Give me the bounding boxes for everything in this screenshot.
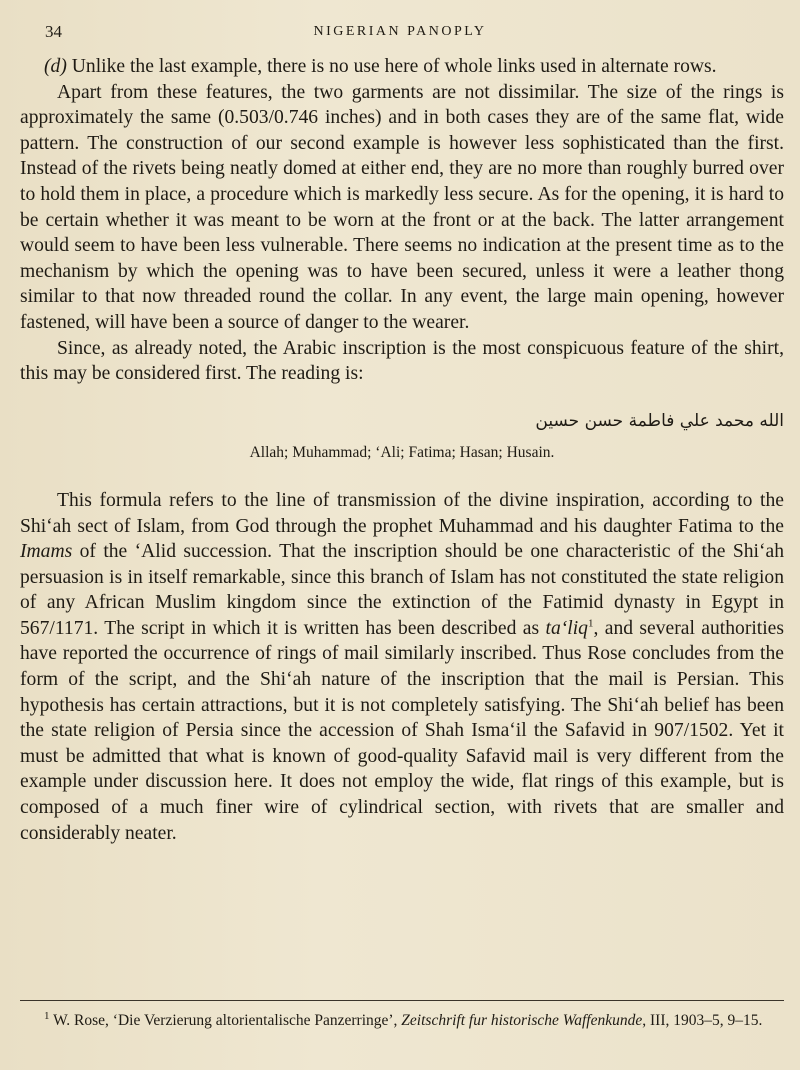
- body-text: [20, 54, 784, 846]
- footnote-text: [20, 1010, 780, 1032]
- list-item-text: Unlike the last example, there is no use here of whole links used in alternate rows.: [71, 56, 717, 77]
- paragraph-3-part-1: This formula refers to the line of transmission of the divine inspiration, according to the Shi‘ah sect of Islam, from God through the prophet Muhammad and his daughter Fatima to the: [20, 489, 784, 537]
- footnote-rule: [20, 1000, 784, 1001]
- page-header: [20, 22, 780, 46]
- running-title: NIGERIAN PANOPLY: [313, 24, 487, 39]
- list-item-d: [20, 54, 784, 80]
- paragraph-1: Apart from these features, the two garments are not dissimilar. The size of the rings is approximately the same (0.503/0.746 inches) and in both cases they are of the same flat, wide pattern. The construction of our second example is however less sophisticated than the first. Instead of the rivets being neatly domed at either end, they are no more than roughly burred over to hold them in place, a procedure which is markedly less secure. As for the opening, it is hard to be certain whether it was meant to be worn at the front or at the back. The latter arrangement would seem to have been less vulnerable. There seems no indication at the present time as to the mechanism by which the opening was to have been secured, unless it were a leather thong similar to that now threaded round the collar. In any event, the large main opening, however fastened, will have been a source of danger to the wearer.: [20, 81, 784, 333]
- footnote-journal-title: Zeitschrift fur historische Waffenkunde: [401, 1012, 643, 1029]
- paragraph-3: [20, 488, 784, 846]
- footnote-number: 1: [44, 1009, 50, 1022]
- footnote-text-part-1: W. Rose, ‘Die Verzierung altorientalische Panzerringe’,: [49, 1012, 402, 1029]
- footnote-text-part-2: , III, 1903–5, 9–15.: [642, 1012, 763, 1029]
- footnote-reference: 1: [587, 617, 594, 630]
- paragraph-2: Since, as already noted, the Arabic inscription is the most conspicuous feature of the shirt, this may be considered first. The reading is:: [20, 337, 784, 385]
- paragraph-3-italic-taliq: ta‘liq: [545, 617, 588, 639]
- page-number: 34: [45, 22, 62, 41]
- paragraph-3-italic-imams: Imams: [20, 541, 73, 563]
- paragraph-3-part-2: of the ‘Alid succession. That the inscription should be one characteristic of the Shi‘ah persuasion is in itself remarkable, since this branch of Islam has not constituted the state religion of any African Muslim kingdom since the extinction of the Fatimid dynasty in Egypt in 567/1171. The script in which it is written has been described as: [20, 541, 784, 639]
- footnote: [20, 1010, 780, 1032]
- paragraph-3-part-3: , and several authorities have reported the occurrence of rings of mail similarly inscribed. Thus Rose concludes from the form of the script, and the Shi‘ah nature of the inscription that the mail is Persian. This hypothesis has certain attractions, but it is not completely satisfying. The Shi‘ah belief has been the state religion of Persia since the accession of Shah Isma‘il the Safavid in 907/1502. Yet it must be admitted that what is known of good-quality Safavid mail is very different from the example under discussion here. It does not employ the wide, flat rings of this example, but is composed of a much finer wire of cylindrical section, with rivets that are smaller and considerably neater.: [20, 617, 784, 844]
- list-marker: (d): [44, 56, 67, 77]
- arabic-inscription: الله محمد علي فاطمة حسن حسين: [535, 410, 784, 431]
- inscription-transliteration: Allah; Muhammad; ‘Ali; Fatima; Hasan; Husain.: [249, 444, 555, 462]
